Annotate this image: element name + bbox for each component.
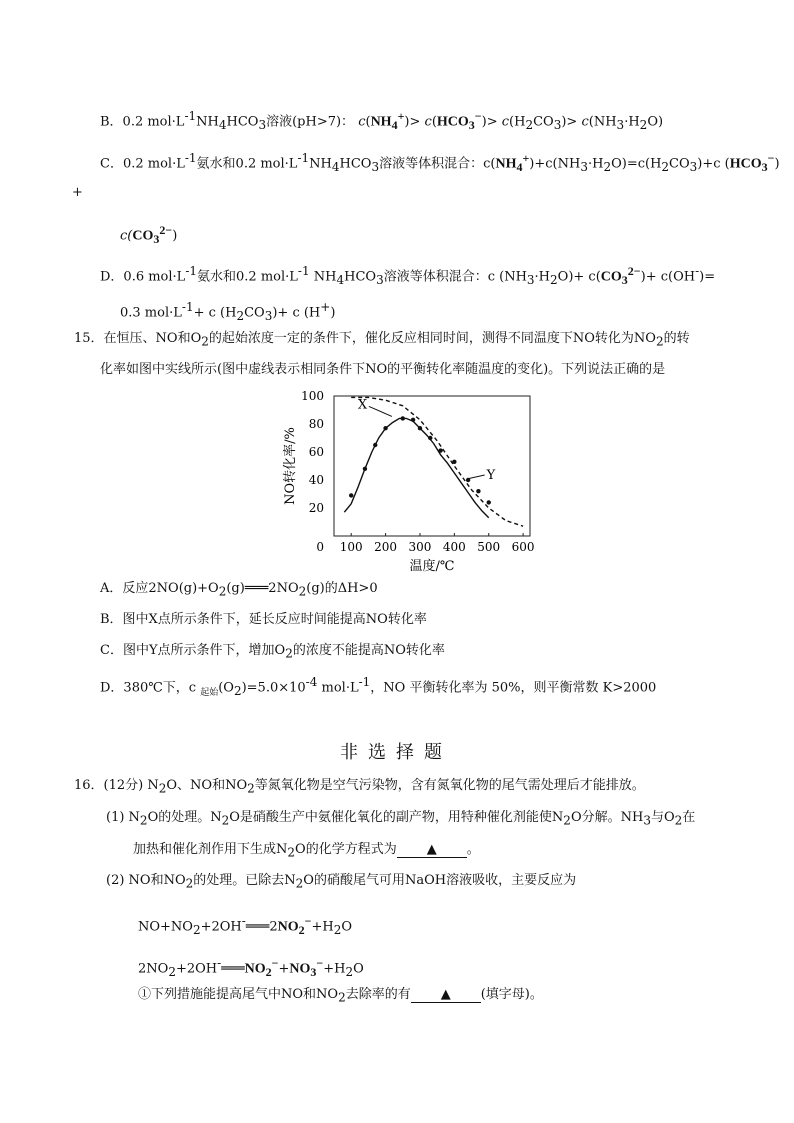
y-tick-label: 80 [308, 417, 324, 431]
data-point [438, 448, 442, 452]
data-point [487, 500, 491, 504]
section-title: 非选择题 [340, 742, 452, 763]
data-point [411, 418, 415, 422]
question-16-stem: 16．(12分) $N_2O$、NO和$NO_2$等氮氧化物是空气污染物，含有氮氧化物的尾气需处理后才能排放。 [74, 778, 645, 796]
y-tick-label: 60 [308, 445, 324, 459]
x-tick-label: 200 [374, 540, 398, 554]
plot-frame [334, 396, 530, 536]
equilibrium-curve [351, 397, 523, 526]
question-16-sub1: ①下列措施能提高尾气中NO和$NO_2$去除率的有 ▲ (填字母)。 [138, 987, 543, 1005]
question-16-part2: (2) NO和$NO_2$的处理。已除去$N_2O$的硝酸尾气可用NaOH溶液吸收，主要反应为 [106, 873, 577, 891]
y-tick-label: 0 [316, 540, 324, 554]
y-tick-label: 100 [301, 389, 324, 403]
x-tick-label: 300 [408, 540, 432, 554]
answer-blank-2[interactable]: ▲ [411, 988, 481, 1003]
question-15-stem-2: 化率如图中实线所示(图中虚线表示相同条件下NO的平衡转化率随温度的变化)。下列说法正确的是 [100, 362, 666, 377]
annotation-y-pointer [467, 475, 485, 479]
option-14c-line3: $c(CO_3^{2-})$ [120, 223, 178, 246]
y-tick-label: 20 [308, 501, 324, 515]
x-tick-label: 500 [477, 540, 501, 554]
option-15a: A．反应$2NO(g)+O_2(g)═══2NO_2(g)$的ΔH>0 [100, 581, 378, 599]
annotation-x-pointer [369, 406, 392, 416]
question-15-stem: 15．在恒压、NO和$O_2$的起始浓度一定的条件下，催化反应相同时间，测得不同温度下NO转化为$NO_2$的转 [74, 331, 690, 349]
option-14c: C．0.2 $mol\cdot L^{-1}$氨水和0.2 $mol\cdot L^{-1}NH_4HCO_3$溶液等体积混合：$c(NH_4^+)+c(NH_3\cdot H_2O)=c(H_2CO_3)+c$ $(HCO_3^-)$ [100, 151, 780, 174]
x-tick-label: 400 [442, 540, 466, 554]
y-axis-label: NO转化率/% [283, 427, 298, 505]
annotation-x: X [357, 397, 368, 413]
option-14d: D．0.6 $mol\cdot L^{-1}$氨水和0.2 $mol\cdot L^{-1}$ $NH_4HCO_3$溶液等体积混合：c $(NH_3\cdot H_2O)+ c(CO_3^{2-})+ c(OH^-)=$ [100, 264, 716, 287]
data-point [373, 443, 377, 447]
answer-blank-1[interactable]: ▲ [397, 843, 467, 858]
x-axis-label: 温度/℃ [409, 559, 455, 574]
conversion-chart [280, 384, 550, 576]
reaction-2: $2NO_2+2OH^-═══NO_2^-+NO_3^-+H_2O$ [138, 956, 364, 979]
option-15d: D．380℃下，c $_{起始}(O_2)=5.0\times 10^{-4}$ $mol\cdot L^{-1}$，NO 平衡转化率为 50%，则平衡常数 K>2000 [100, 675, 657, 698]
x-tick-label: 100 [339, 540, 363, 554]
data-point [452, 460, 456, 464]
data-point [418, 426, 422, 430]
data-point [349, 493, 353, 497]
annotation-y: Y [486, 468, 496, 483]
option-14b: B．0.2 $mol\cdot L^{-1}NH_4HCO_3$溶液(pH>7)： $c(NH_4^+)> c(HCO_3^-)> c(H_2CO_3)> c(NH_3\cdot H_2O)$ [100, 109, 664, 132]
question-16-part1: (1) $N_2O$的处理。$N_2O$是硝酸生产中氨催化氧化的副产物，用特种催化剂能使$N_2O$分解。$NH_3$与$O_2$在 [106, 810, 696, 828]
data-point [401, 416, 405, 420]
data-point [428, 436, 432, 440]
reaction-1: $NO+NO_2+2OH^-═══2NO_2^-+H_2O$ [138, 914, 352, 937]
y-tick-label: 40 [308, 473, 324, 487]
x-tick-label: 600 [511, 540, 535, 554]
data-point [476, 489, 480, 493]
data-point [383, 426, 387, 430]
question-16-part1-line2: 加热和催化剂作用下生成$N_2O$的化学方程式为 ▲ 。 [133, 842, 480, 860]
option-14d-line2: 0.3 $mol\cdot L^{-1}+ c$ $(H_2CO_3)+ c$ (H+) [120, 300, 336, 323]
data-point [363, 467, 367, 471]
option-15b: B．图中X点所示条件下，延长反应时间能提高NO转化率 [100, 612, 427, 627]
option-15c: C．图中Y点所示条件下，增加$O_2$的浓度不能提高NO转化率 [100, 643, 445, 661]
option-14c-plus: + [72, 185, 83, 200]
